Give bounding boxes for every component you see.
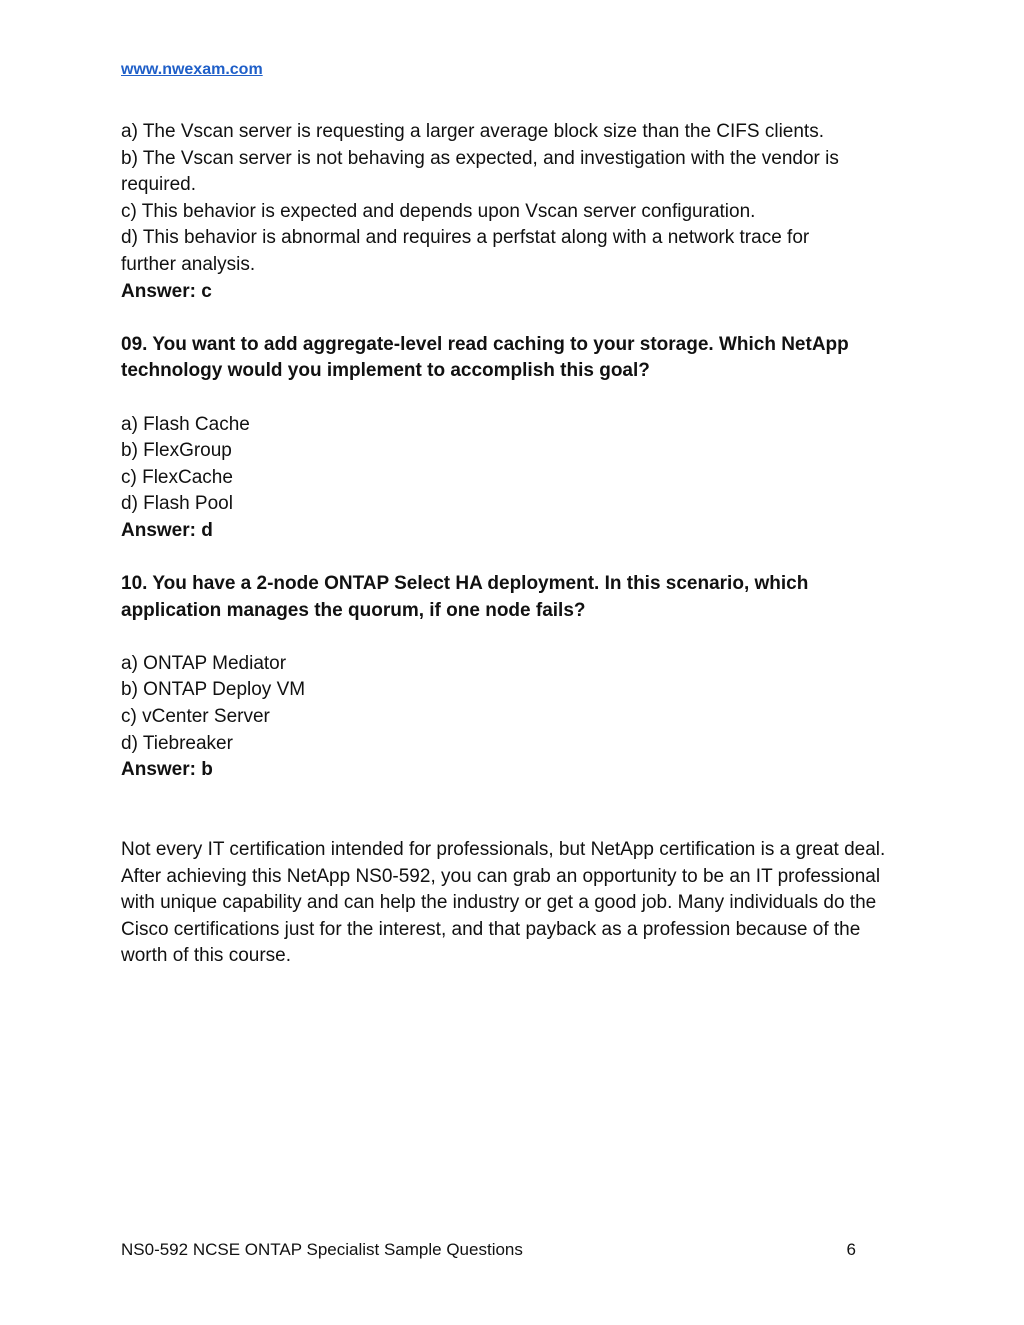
site-link[interactable]: www.nwexam.com — [121, 61, 263, 78]
option-d: d) This behavior is abnormal and requires a perfstat along with a network trace for further analysis. — [121, 227, 810, 275]
question-08-options — [121, 119, 901, 305]
page-number: 6 — [846, 1240, 856, 1259]
option-d: d) Flash Pool — [121, 493, 233, 515]
option-c: c) This behavior is expected and depends upon Vscan server configuration. — [121, 200, 756, 222]
footer-title: NS0-592 NCSE ONTAP Specialist Sample Questions — [121, 1240, 523, 1259]
option-a: a) The Vscan server is requesting a larger average block size than the CIFS clients. — [121, 121, 824, 142]
option-c: c) FlexCache — [121, 466, 233, 488]
question-09 — [121, 332, 901, 545]
option-a: a) ONTAP Mediator — [121, 652, 287, 674]
question-text: 09. You want to add aggregate-level read caching to your storage. Which NetApp technology would you implement to accomplish this goal? — [121, 333, 849, 382]
answer: Answer: c — [121, 280, 212, 302]
option-d: d) Tiebreaker — [121, 732, 233, 754]
option-b: b) The Vscan server is not behaving as expected, and investigation with the vendor is required. — [121, 147, 839, 196]
option-b: b) FlexGroup — [121, 440, 232, 462]
page-footer — [121, 1240, 856, 1260]
document-body — [121, 119, 901, 970]
option-a: a) Flash Cache — [121, 413, 250, 435]
option-c: c) vCenter Server — [121, 706, 270, 728]
answer: Answer: b — [121, 759, 213, 781]
answer: Answer: d — [121, 519, 213, 541]
option-b: b) ONTAP Deploy VM — [121, 679, 306, 701]
question-10 — [121, 571, 901, 784]
question-text: 10. You have a 2-node ONTAP Select HA deployment. In this scenario, which application manages the quorum, if one node fails? — [121, 573, 809, 621]
closing-paragraph: Not every IT certification intended for professionals, but NetApp certification is a great deal. After achieving this NetApp NS0-592, you can grab an opportunity to be an IT professional with unique capability and can help the industry or get a good job. Many individuals do the Cisco certifications just for the interest, and that payback as a profession because of the worth of this course. — [121, 839, 886, 967]
